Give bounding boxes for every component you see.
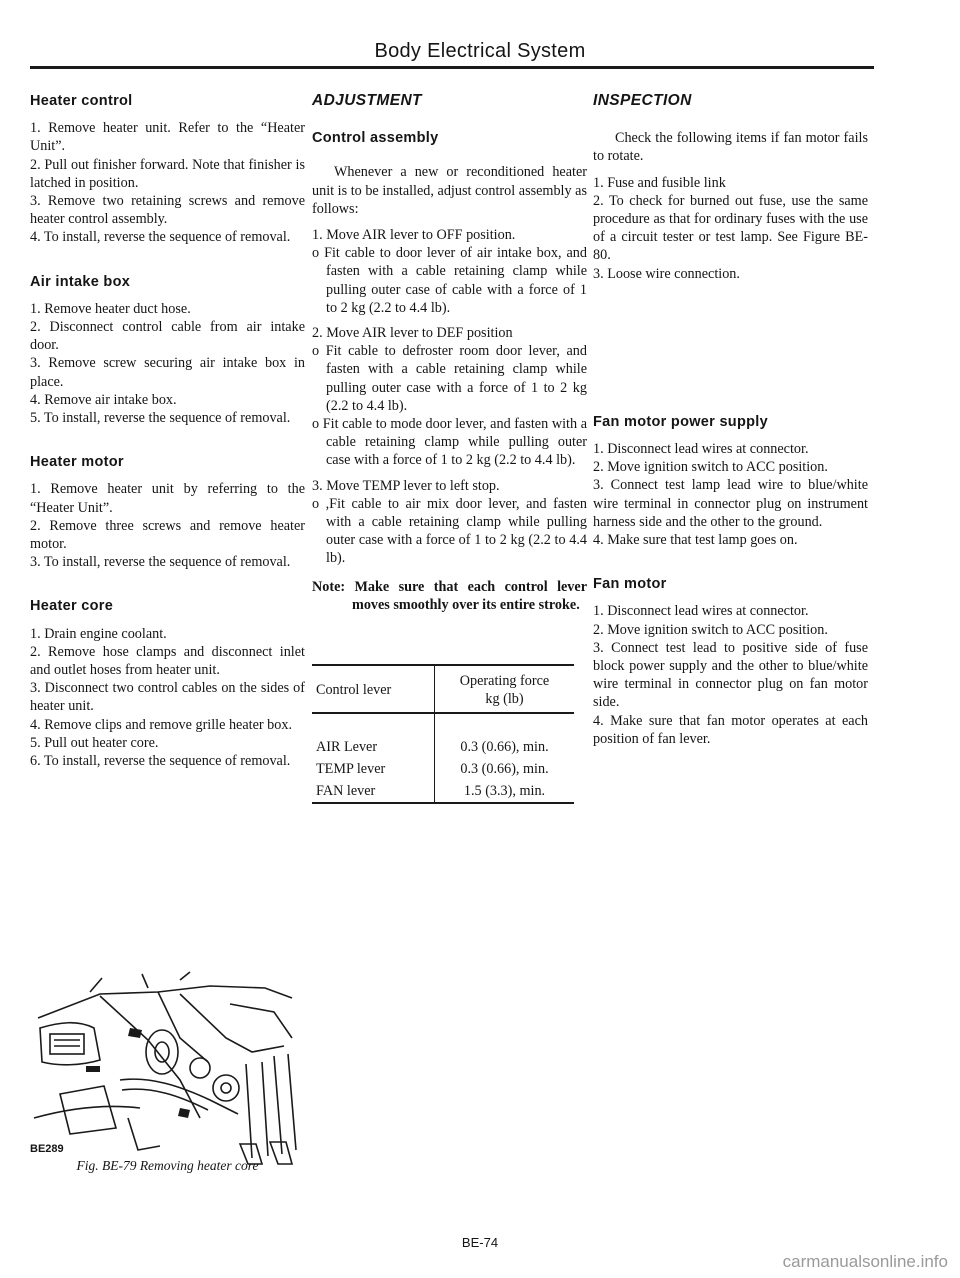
step: 2. Move ignition switch to ACC position.	[593, 621, 828, 638]
column-middle	[312, 92, 587, 804]
step: 1. Disconnect lead wires at connector.	[593, 603, 809, 620]
step: 3. To install, reverse the sequence of removal.	[30, 554, 291, 571]
watermark: carmanualsonline.info	[782, 1252, 948, 1271]
header-rule	[30, 66, 874, 69]
figure-label: BE289	[30, 1143, 64, 1155]
step: 4. To install, reverse the sequence of removal.	[30, 229, 291, 246]
step: 1. Fuse and fusible link	[593, 174, 726, 191]
page-header: Body Electrical System	[374, 40, 586, 62]
step: 2. Remove three screws and remove heater motor.	[30, 517, 305, 553]
step: 4. Remove clips and remove grille heater box.	[30, 716, 292, 733]
step: 2. To check for burned out fuse, use the same procedure as that for ordinary fuses with the use of a circuit tester or test lamp. See Figure BE-80.	[593, 192, 868, 264]
step: 3. Connect test lamp lead wire to blue/white wire terminal in connector plug on instrument harness side and the other to the ground.	[593, 477, 868, 530]
step: 2. Move ignition switch to ACC position.	[593, 459, 828, 476]
paragraph-intro: Check the following items if fan motor fails to rotate.	[593, 130, 868, 165]
step: 2. Move AIR lever to DEF position	[312, 325, 513, 342]
step: 1. Drain engine coolant.	[30, 625, 167, 642]
step: 6. To install, reverse the sequence of removal.	[30, 753, 291, 770]
step: 4. Make sure that test lamp goes on.	[593, 532, 798, 549]
step: 1. Disconnect lead wires at connector.	[593, 441, 809, 458]
step: 1. Remove heater unit. Refer to the “Heater Unit”.	[30, 120, 305, 155]
operating-force-table	[312, 664, 574, 804]
table-row: FAN lever 1.5 (3.3), min.	[312, 780, 574, 803]
header-control-lever: Control lever	[312, 665, 435, 713]
step: 1. Remove heater duct hose.	[30, 300, 191, 317]
heading-inspection: INSPECTION	[593, 92, 692, 109]
heading-air-intake-box: Air intake box	[30, 273, 131, 290]
table-row: TEMP lever 0.3 (0.66), min.	[312, 758, 574, 780]
paragraph-intro: Whenever a new or reconditioned heater unit is to be installed, adjust control assembly as follows:	[312, 164, 587, 217]
step: 2. Pull out finisher forward. Note that finisher is latched in position.	[30, 156, 305, 191]
table-row: AIR Lever 0.3 (0.66), min.	[312, 736, 574, 758]
heading-heater-motor: Heater motor	[30, 454, 124, 471]
step: 3. Loose wire connection.	[593, 265, 740, 282]
step: 3. Disconnect two control cables on the sides of heater unit.	[30, 680, 305, 715]
heater-core-illustration	[30, 968, 302, 1173]
step: 4. Remove air intake box.	[30, 391, 177, 408]
column-right	[593, 92, 868, 748]
column-left	[30, 92, 305, 770]
heading-fan-motor-power-supply: Fan motor power supply	[593, 413, 768, 430]
step: 2. Remove hose clamps and disconnect inlet and outlet hoses from heater unit.	[30, 643, 305, 679]
sub-step: o Fit cable to defroster room door lever, and fasten with a cable retaining clamp while pulling outer case with a force of 1 to 2 kg (2.2 to 4.4 lb).	[312, 343, 587, 414]
step: 3. Connect test lead to positive side of fuse block power supply and the other to blue/white wire terminal in connector plug on fan motor side.	[593, 639, 868, 711]
step: 1. Move AIR lever to OFF position.	[312, 227, 516, 244]
heading-control-assembly: Control assembly	[312, 130, 439, 147]
step: 5. Pull out heater core.	[30, 734, 159, 751]
step: 3. Remove two retaining screws and remove heater control assembly.	[30, 193, 305, 228]
heading-fan-motor: Fan motor	[593, 576, 667, 593]
heading-heater-core: Heater core	[30, 598, 114, 615]
step: 3. Move TEMP lever to left stop.	[312, 477, 500, 494]
note: Note: Make sure that each control lever moves smoothly over its entire stroke.	[312, 578, 587, 613]
step: 2. Disconnect control cable from air intake door.	[30, 319, 305, 354]
sub-step: o ,Fit cable to air mix door lever, and fasten with a cable retaining clamp while pulling outer case with a force of 1 to 2 kg (2.2 to 4.4 lb).	[312, 495, 587, 567]
heading-heater-control: Heater control	[30, 93, 133, 109]
sub-step: o Fit cable to door lever of air intake box, and fasten with a cable retaining clamp while pulling outer case of cable with a force of 1 to 2 kg (2.2 to 4.4 lb).	[312, 245, 587, 316]
step: 3. Remove screw securing air intake box in place.	[30, 355, 305, 390]
header-operating-force: Operating force kg (lb)	[435, 665, 575, 713]
step: 5. To install, reverse the sequence of removal.	[30, 410, 291, 427]
sub-step: o Fit cable to mode door lever, and fasten with a cable retaining clamp while pulling outer case with a force of 1 to 2 kg (2.2 to 4.4 lb).	[312, 416, 587, 469]
figure-caption: Fig. BE-79 Removing heater core	[76, 1158, 259, 1173]
heading-adjustment: ADJUSTMENT	[312, 92, 422, 109]
step: 1. Remove heater unit by referring to the “Heater Unit”.	[30, 481, 305, 516]
step: 4. Make sure that fan motor operates at each position of fan lever.	[593, 712, 868, 747]
page-number: BE-74	[461, 1235, 499, 1250]
